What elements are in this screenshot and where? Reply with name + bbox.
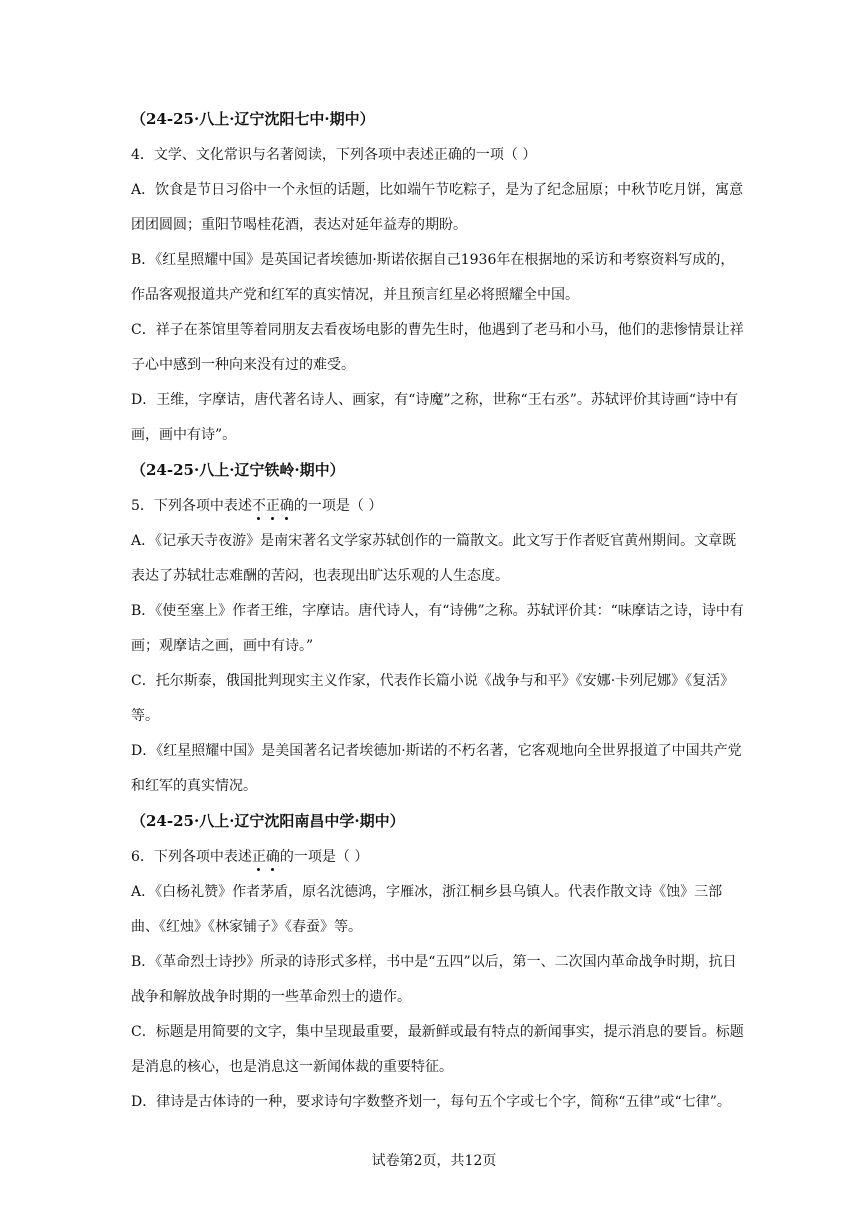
- option-d: D．《红星照耀中国》是美国著名记者埃德加·斯诺的不朽名著，它客观地向全世界报道了中国共产党和红军的真实情况。: [131, 743, 742, 794]
- option-d: D．王维，字摩诘，唐代著名诗人、画家，有“诗魔”之称，世称“王右丞”。苏轼评价其诗画“诗中有画，画中有诗”。: [131, 392, 739, 443]
- question-source: （24-25·八上·辽宁沈阳七中·期中）: [131, 110, 375, 128]
- question-stem-tail: 的一项是（ ）: [279, 849, 369, 865]
- question-6: [131, 810, 747, 1120]
- option-a: A．《白杨礼赞》作者茅盾，原名沈德鸿，字雁冰，浙江桐乡县乌镇人。代表作散文诗《蚀》三部曲、《红烛》《林家铺子》《春蚕》等。: [131, 884, 723, 935]
- emphasis-dot-char: 正: [251, 849, 266, 865]
- emphasized-keyword: [252, 849, 280, 865]
- question-stem-text: 4．文学、文化常识与名著阅读，下列各项中表述正确的一项（ ）: [131, 147, 537, 163]
- question-stem-text: 5．下列各项中表述: [131, 498, 252, 514]
- question-source: （24-25·八上·辽宁沈阳南昌中学·期中）: [131, 812, 405, 830]
- option-d: D．律诗是古体诗的一种，要求诗句字数整齐划一，每句五个字或七个字，简称“五律”或“七律”。: [131, 1094, 731, 1110]
- option-c: C．标题是用简要的文字，集中呈现最重要，最新鲜或最有特点的新闻事实，提示消息的要旨。标题是消息的核心，也是消息这一新闻体裁的重要特征。: [131, 1024, 744, 1075]
- question-stem-text: 6．下列各项中表述: [131, 849, 252, 865]
- option-b: B．《红星照耀中国》是英国记者埃德加·斯诺依据自己1936年在根据地的采访和考察资料写成的，作品客观报道共产党和红军的真实情况，并且预言红星必将照耀全中国。: [131, 252, 735, 303]
- page-footer: 试卷第2页，共12页: [371, 1153, 497, 1169]
- option-b: B．《使至塞上》作者王维，字摩诘。唐代诗人，有“诗佛”之称。苏轼评价其：“味摩诘之诗，诗中有画；观摩诘之画，画中有诗。”: [131, 603, 744, 654]
- question-stem: [131, 840, 747, 875]
- question-source: （24-25·八上·辽宁铁岭·期中）: [131, 461, 345, 479]
- question-list: [131, 108, 747, 1126]
- option-c: C．祥子在茶馆里等着同朋友去看夜场电影的曹先生时，他遇到了老马和小马，他们的悲惨情景让祥子心中感到一种向来没有过的难受。: [131, 322, 744, 373]
- emphasis-dot-char: 确: [279, 498, 294, 514]
- emphasis-dot-char: 确: [265, 849, 280, 865]
- question-stem: [131, 138, 747, 173]
- option-a: A．《记承天寺夜游》是南宋著名文学家苏轼创作的一篇散文。此文写于作者贬官黄州期间。文章既表达了苏轼壮志难酬的苦闷，也表现出旷达乐观的人生态度。: [131, 533, 737, 584]
- question-stem-tail: 的一项是（ ）: [293, 498, 383, 514]
- question-stem: [131, 489, 747, 524]
- emphasis-dot-char: 正: [265, 498, 280, 514]
- emphasis-dot-char: 不: [251, 498, 266, 514]
- option-c: C．托尔斯泰，俄国批判现实主义作家，代表作长篇小说《战争与和平》《安娜·卡列尼娜》《复活》等。: [131, 673, 735, 724]
- option-b: B．《革命烈士诗抄》所录的诗形式多样，书中是“五四”以后，第一、二次国内革命战争时期，抗日战争和解放战争时期的一些革命烈士的遗作。: [131, 954, 737, 1005]
- emphasized-keyword: [252, 498, 294, 514]
- question-5: [131, 459, 747, 804]
- question-4: [131, 108, 747, 453]
- option-a: A．饮食是节日习俗中一个永恒的话题，比如端午节吃粽子，是为了纪念屈原；中秋节吃月饼，寓意团团圆圆；重阳节喝桂花酒，表达对延年益寿的期盼。: [131, 182, 744, 233]
